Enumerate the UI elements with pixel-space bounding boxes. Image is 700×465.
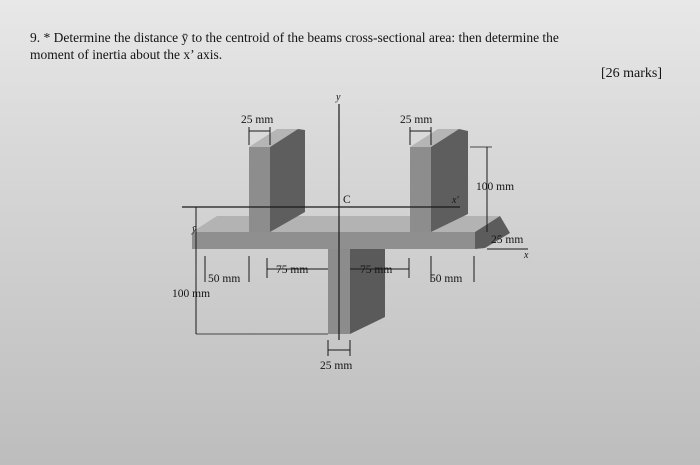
x-axis-label: x [524,250,529,261]
y-axis-label: y [336,92,341,103]
question-text-line-1: Determine the distance ȳ to the centroid of the beams cross-sectional area: then determine the [53,30,559,45]
left-post-front-face [249,147,270,232]
question-star: * [43,30,51,45]
right-50-label: 50 mm [430,273,463,285]
flange-front-face [192,232,475,249]
flange-thickness-label: 25 mm [491,234,524,246]
stem-side-face [350,249,385,334]
stem-height-label: 100 mm [172,288,211,300]
question-text-line-2: moment of inertia about the x’ axis. [30,47,223,62]
left-50-label: 50 mm [208,273,241,285]
right-post-front-face [410,147,431,232]
right-height-label: 100 mm [476,181,515,193]
stem-width-label: 25 mm [320,360,353,372]
marks-label: [26 marks] [601,66,663,81]
right-75-label: 75 mm [360,264,393,276]
question-number: 9. [30,30,41,45]
right-post-side-face [431,129,468,232]
top-left-width-label: 25 mm [241,114,274,126]
ybar-label: ȳ [192,224,197,235]
x-prime-label: x' [452,195,459,206]
left-75-label: 75 mm [276,264,309,276]
top-right-width-label: 25 mm [400,114,433,126]
centroid-label: C [343,194,351,206]
